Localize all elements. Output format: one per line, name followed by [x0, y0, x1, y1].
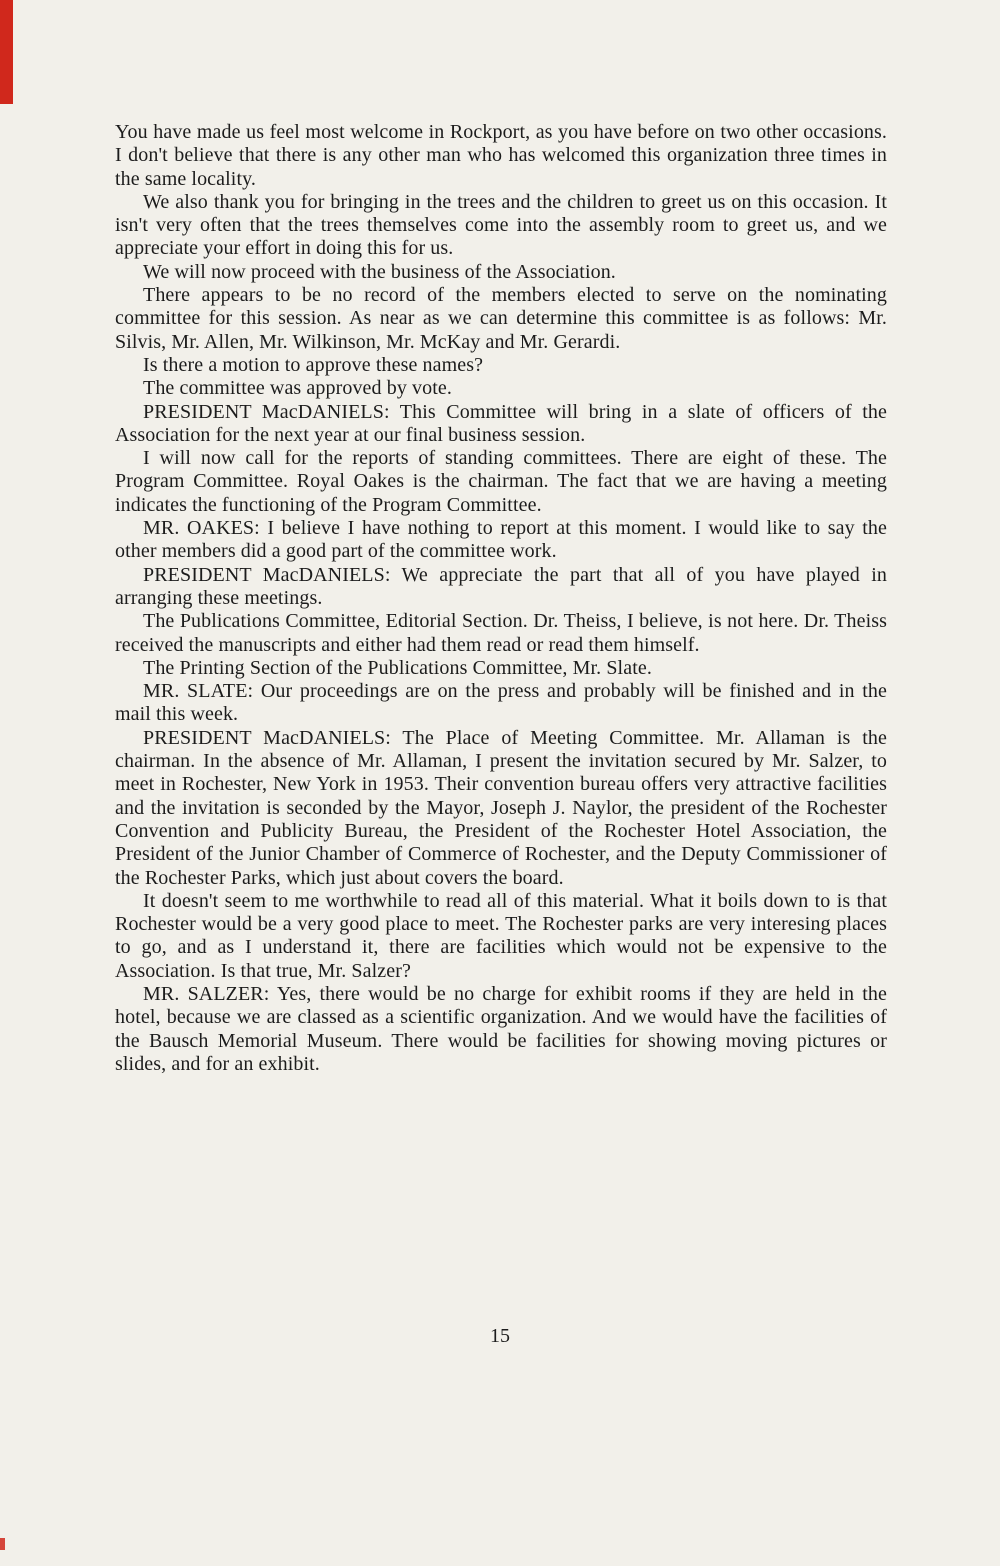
- paragraph: The Publications Committee, Editorial Section. Dr. Theiss, I believe, is not here. Dr. Theiss received the manuscripts and either had them read or read them himself.: [115, 610, 887, 656]
- scan-red-mark-top: [0, 0, 13, 104]
- paragraph: PRESIDENT MacDANIELS: The Place of Meeting Committee. Mr. Allaman is the chairman. In the absence of Mr. Allaman, I present the invitation secured by Mr. Salzer, to meet in Rochester, New York in 1953. Their convention bureau offers very attractive facilities and the invitation is seconded by the Mayor, Joseph J. Naylor, the president of the Rochester Convention and Publicity Bureau, the President of the Rochester Hotel Association, the President of the Junior Chamber of Commerce of Rochester, and the Deputy Commissioner of the Rochester Parks, which just about covers the board.: [115, 726, 887, 889]
- paragraph: MR. OAKES: I believe I have nothing to report at this moment. I would like to say the other members did a good part of the committee work.: [115, 517, 887, 563]
- paragraph: PRESIDENT MacDANIELS: We appreciate the part that all of you have played in arranging these meetings.: [115, 563, 887, 609]
- page-text: [115, 121, 887, 1076]
- paragraph: There appears to be no record of the members elected to serve on the nominating committee for this session. As near as we can determine this committee is as follows: Mr. Silvis, Mr. Allen, Mr. Wilkinson, Mr. McKay and Mr. Gerardi.: [115, 284, 887, 353]
- paragraph: MR. SALZER: Yes, there would be no charge for exhibit rooms if they are held in the hotel, because we are classed as a scientific organization. And we would have the facilities of the Bausch Memorial Museum. There would be facilities for showing moving pictures or slides, and for an exhibit.: [115, 982, 887, 1075]
- paragraph: The committee was approved by vote.: [143, 377, 452, 400]
- paragraph: Is there a motion to approve these names?: [143, 353, 484, 376]
- paragraph: We will now proceed with the business of the Association.: [143, 260, 616, 283]
- paragraph: You have made us feel most welcome in Rockport, as you have before on two other occasions. I don't believe that there is any other man who has welcomed this organization three times in the same locality.: [115, 121, 887, 190]
- paragraph: PRESIDENT MacDANIELS: This Committee will bring in a slate of officers of the Association for the next year at our final business session.: [115, 400, 887, 446]
- paragraph: I will now call for the reports of standing committees. There are eight of these. The Program Committee. Royal Oakes is the chairman. The fact that we are having a meeting indicates the functioning of the Program Committee.: [115, 447, 887, 516]
- paragraph: MR. SLATE: Our proceedings are on the press and probably will be finished and in the mail this week.: [115, 680, 887, 726]
- paragraph: We also thank you for bringing in the trees and the children to greet us on this occasion. It isn't very often that the trees themselves come into the assembly room to greet us, and we appreciate your effort in doing this for us.: [115, 190, 887, 260]
- scan-red-mark-bottom: [0, 1538, 5, 1550]
- paragraph: It doesn't seem to me worthwhile to read all of this material. What it boils down to is that Rochester would be a very good place to meet. The Rochester parks are very interesing places to go, and as I understand it, there are facilities which would not be expensive to the Association. Is that true, Mr. Salzer?: [115, 889, 887, 982]
- paragraph: The Printing Section of the Publications Committee, Mr. Slate.: [143, 656, 652, 679]
- page-number: 15: [490, 1325, 510, 1347]
